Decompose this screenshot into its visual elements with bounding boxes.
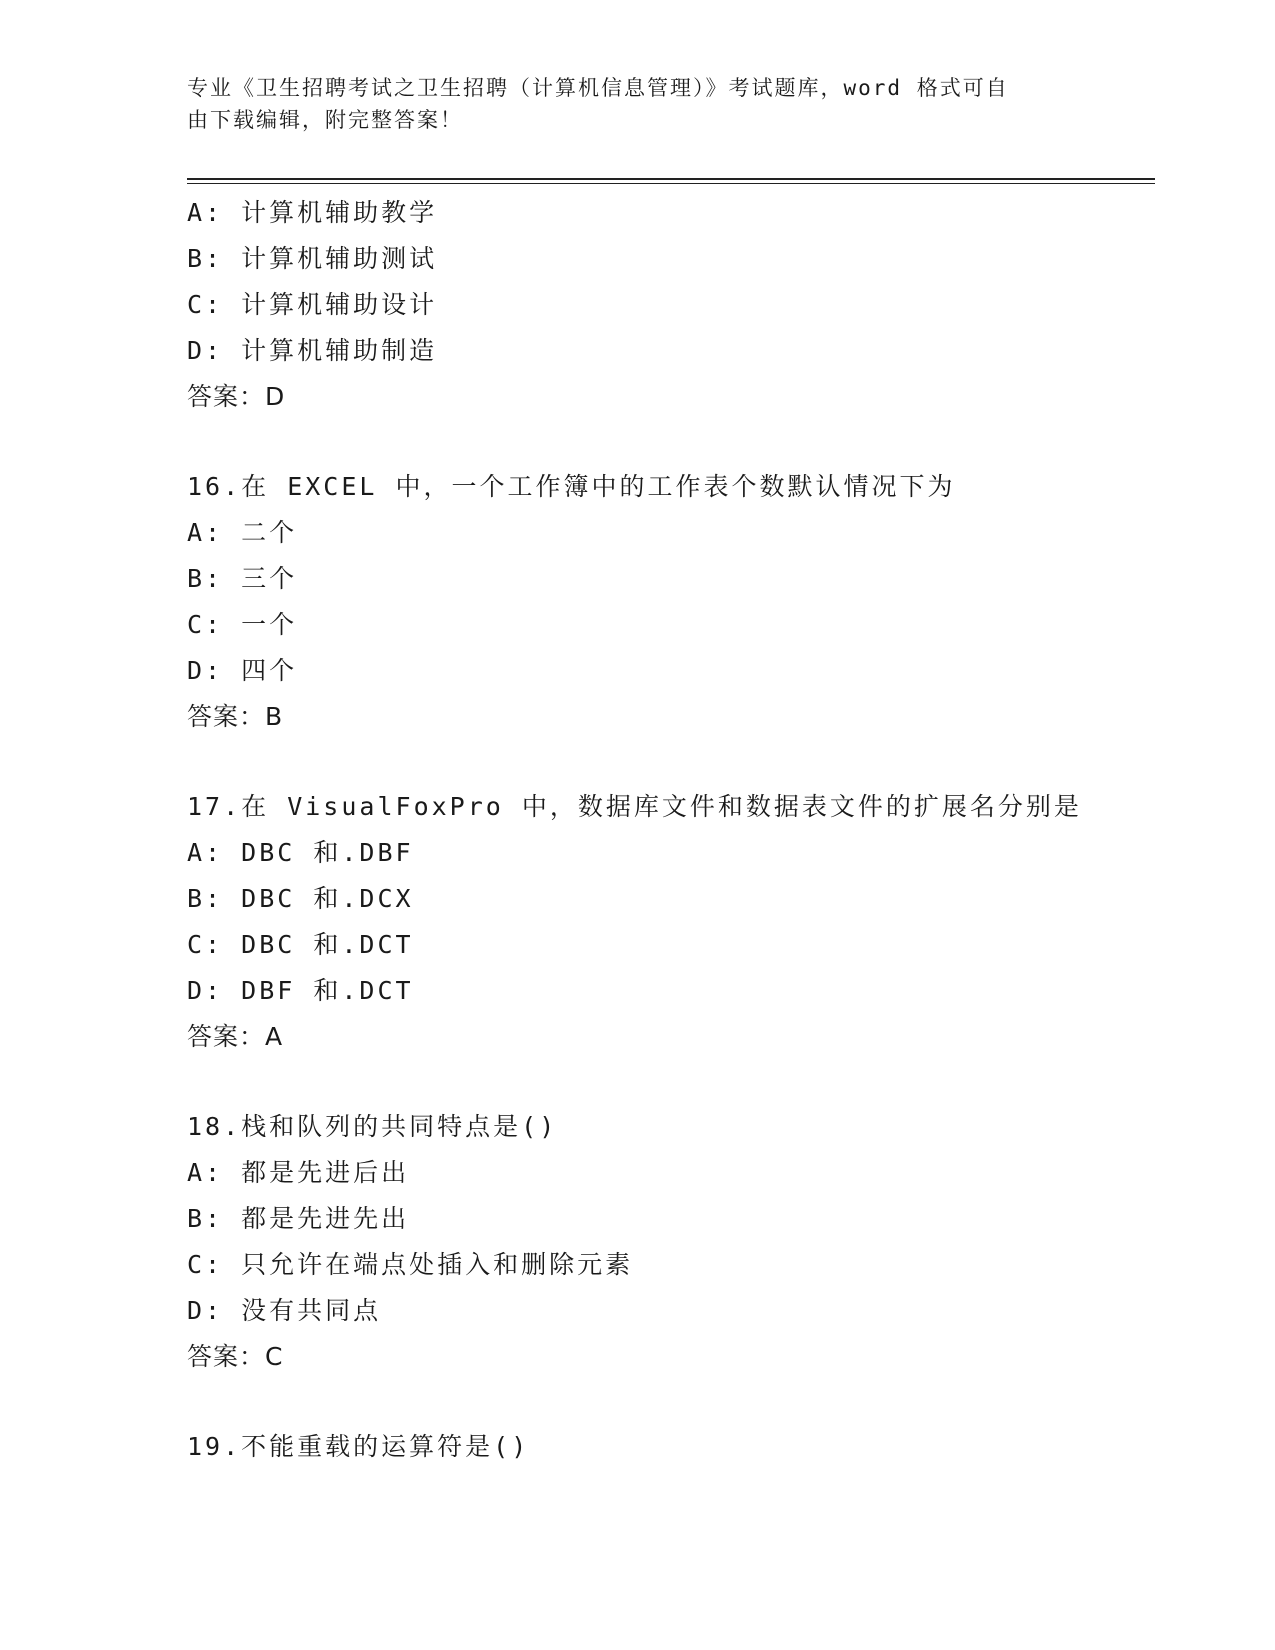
question-15 [187,190,1155,420]
question-text: 16.在 EXCEL 中，一个工作簿中的工作表个数默认情况下为 [187,472,956,501]
option-b: B: DBC 和.DCX [187,884,414,913]
option-d: D: DBF 和.DCT [187,976,414,1005]
answer: 答案：C [187,1342,284,1371]
option-d: D: 四个 [187,656,298,685]
option-b: B: 都是先进先出 [187,1204,410,1233]
option-c: C: 计算机辅助设计 [187,290,438,319]
header-line-2: 由下载编辑，附完整答案！ [187,108,463,132]
answer: 答案：A [187,1022,284,1051]
question-19 [187,1424,1155,1470]
option-d: D: 没有共同点 [187,1296,382,1325]
option-c: C: DBC 和.DCT [187,930,414,959]
spacer [187,420,1155,464]
option-c: C: 只允许在端点处插入和删除元素 [187,1250,634,1279]
question-text: 19.不能重载的运算符是() [187,1432,530,1461]
option-c: C: 一个 [187,610,298,639]
question-17 [187,784,1155,1060]
question-list [187,190,1155,1470]
option-d: D: 计算机辅助制造 [187,336,438,365]
option-a: A: 都是先进后出 [187,1158,410,1187]
question-18 [187,1104,1155,1380]
spacer [187,1380,1155,1424]
option-a: A: DBC 和.DBF [187,838,414,867]
spacer [187,1060,1155,1104]
question-16 [187,464,1155,740]
answer: 答案：B [187,702,284,731]
header-divider-thick [187,178,1155,180]
question-text: 17.在 VisualFoxPro 中，数据库文件和数据表文件的扩展名分别是 [187,792,1082,821]
header-line-1: 专业《卫生招聘考试之卫生招聘（计算机信息管理）》考试题库，word 格式可自 [187,76,1009,100]
option-a: A: 二个 [187,518,298,547]
option-a: A: 计算机辅助教学 [187,198,438,227]
option-b: B: 计算机辅助测试 [187,244,438,273]
spacer [187,740,1155,784]
answer: 答案：D [187,382,286,411]
document-header [187,72,1087,136]
option-b: B: 三个 [187,564,298,593]
header-divider-thin [187,183,1155,184]
question-text: 18.栈和队列的共同特点是() [187,1112,558,1141]
